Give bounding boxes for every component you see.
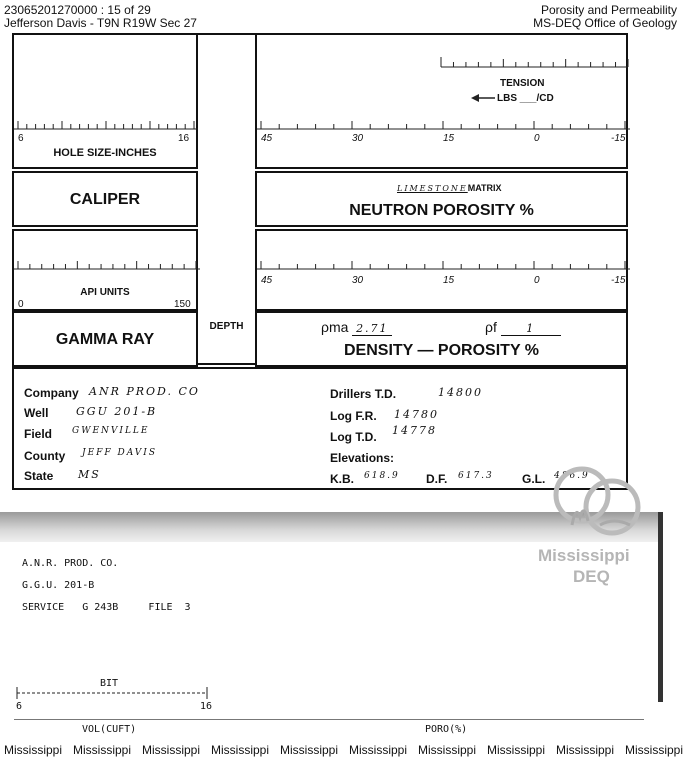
- tension-scale: [257, 35, 630, 171]
- neutron-porosity-title: NEUTRON POROSITY %: [349, 202, 534, 219]
- hole-size-min: 6: [18, 133, 24, 144]
- api-min: 0: [18, 299, 24, 310]
- density-porosity-panel: [255, 311, 628, 367]
- log-td-label: Log T.D.: [330, 430, 377, 444]
- rho-ma-value: 2.71: [352, 322, 392, 336]
- neutron-panel: [255, 171, 628, 227]
- neutron-tick-label: 45: [261, 133, 273, 144]
- hole-size-label: HOLE SIZE-INCHES: [53, 147, 157, 159]
- mdeq-logo-icon: [534, 455, 654, 545]
- matrix-handwritten: LIMESTONE: [397, 184, 468, 193]
- state-label: State: [24, 469, 54, 483]
- tension-title: TENSION: [500, 78, 545, 89]
- watermark-line1: Mississippi: [538, 546, 630, 565]
- neutron-tick-label: 30: [352, 133, 364, 144]
- county-label: County: [24, 449, 66, 463]
- api-units-label: API UNITS: [80, 287, 130, 298]
- footer-watermark: [4, 741, 685, 759]
- matrix-text: MATRIX: [467, 183, 502, 193]
- printout-line3: SERVICE G 243B FILE 3: [22, 602, 191, 613]
- tension-units: LBS ___/CD: [497, 93, 554, 104]
- well-value: GGU 201-B: [76, 405, 158, 418]
- footer-watermark-item: Mississippi: [487, 743, 546, 757]
- rho-f-value: 1: [501, 322, 561, 336]
- api-scale: [14, 231, 200, 313]
- log-fr-label: Log F.R.: [330, 409, 377, 423]
- elevations-label: Elevations:: [330, 451, 395, 465]
- agency-name: MS-DEQ Office of Geology: [533, 16, 677, 30]
- neutron-tick-label: 15: [443, 133, 455, 144]
- document-id: 23065201270000 : 15 of 29: [4, 3, 151, 17]
- footer-watermark-item: Mississippi: [142, 743, 201, 757]
- company-value: ANR PROD. CO: [89, 385, 200, 398]
- log-fr-value: 14780: [394, 408, 439, 421]
- tension-panel: [255, 33, 628, 169]
- neutron-tick-label: 0: [534, 133, 540, 144]
- bit-min: 6: [16, 701, 23, 712]
- api-max: 150: [174, 299, 191, 310]
- density-scale: [257, 231, 630, 313]
- footer-watermark-item: Mississippi: [280, 743, 339, 757]
- hole-size-panel: [12, 33, 198, 169]
- footer-watermark-item: Mississippi: [625, 743, 684, 757]
- log-td-value: 14778: [392, 424, 437, 437]
- footer-watermark-item: Mississippi: [211, 743, 270, 757]
- gl-label: G.L.: [522, 472, 546, 486]
- location-text: Jefferson Davis - T9N R19W Sec 27: [4, 16, 197, 30]
- kb-value: 618.9: [364, 471, 400, 481]
- rho-f: [485, 319, 561, 336]
- document-category: Porosity and Permeability: [540, 3, 677, 17]
- county-value: JEFF DAVIS: [82, 448, 158, 458]
- printout-line2: G.G.U. 201-B: [22, 580, 95, 591]
- gl-value: 486.9: [554, 471, 590, 481]
- footer-watermark-item: Mississippi: [349, 743, 408, 757]
- density-scale-panel: [255, 229, 628, 311]
- field-label: Field: [24, 427, 53, 441]
- rho-ma-label: ρma: [321, 319, 349, 335]
- density-tick-label: -15: [611, 275, 626, 286]
- bit-scale: [15, 685, 215, 705]
- footer-watermark-item: Mississippi: [418, 743, 477, 757]
- density-tick-label: 0: [534, 275, 540, 286]
- printout-line1: A.N.R. PROD. CO.: [22, 558, 119, 569]
- well-label: Well: [24, 406, 49, 420]
- footer-watermark-item: Mississippi: [73, 743, 132, 757]
- rho-f-label: ρf: [485, 319, 497, 335]
- field-value: GWENVILLE: [72, 426, 150, 436]
- caliper-title: CALIPER: [69, 191, 141, 208]
- poro-label: PORO(%): [425, 724, 468, 735]
- density-tick-label: 15: [443, 275, 455, 286]
- company-label: Company: [24, 386, 79, 400]
- drillers-td-value: 14800: [438, 386, 483, 399]
- bit-label: BIT: [100, 678, 119, 689]
- bit-max: 16: [200, 701, 213, 712]
- printout-divider: [14, 719, 644, 720]
- caliper-panel: [12, 171, 198, 227]
- gamma-ray-panel: [12, 311, 198, 367]
- gamma-ray-title: GAMMA RAY: [55, 331, 155, 348]
- depth-column: [198, 33, 255, 365]
- hole-size-max: 16: [178, 133, 190, 144]
- matrix-label: [397, 183, 502, 193]
- footer-watermark-item: Mississippi: [4, 743, 63, 757]
- density-tick-label: 45: [261, 275, 273, 286]
- depth-title: DEPTH: [209, 321, 244, 332]
- vol-label: VOL(CUFT): [82, 724, 137, 735]
- neutron-scale-labels: [257, 133, 630, 147]
- df-value: 617.3: [458, 471, 494, 481]
- density-porosity-title: DENSITY — POROSITY %: [343, 342, 539, 359]
- scan-edge: [658, 512, 663, 702]
- rho-ma: [321, 319, 392, 336]
- neutron-tick-label: -15: [611, 133, 626, 144]
- watermark-line2: DEQ: [573, 567, 610, 586]
- kb-label: K.B.: [330, 472, 354, 486]
- density-scale-labels: [257, 275, 630, 289]
- df-label: D.F.: [426, 472, 448, 486]
- api-units-panel: [12, 229, 198, 311]
- state-value: MS: [78, 468, 101, 481]
- footer-watermark-item: Mississippi: [556, 743, 615, 757]
- drillers-td-label: Drillers T.D.: [330, 387, 397, 401]
- density-tick-label: 30: [352, 275, 364, 286]
